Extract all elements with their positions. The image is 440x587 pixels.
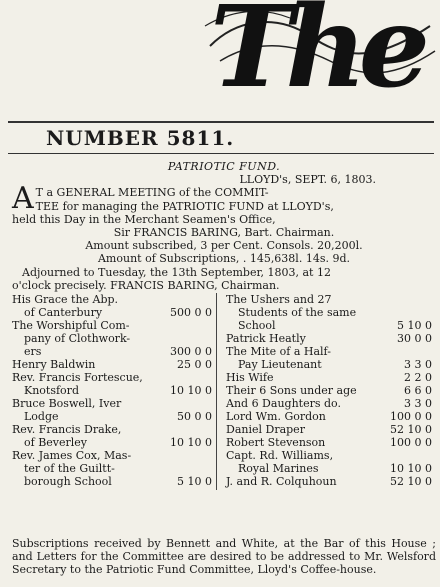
subscription-amount: 10 10 0 — [170, 384, 212, 398]
subscriber-name: Bruce Boswell, Iver — [12, 397, 122, 411]
top-rule — [8, 121, 434, 123]
article-lead — [12, 181, 436, 226]
amount-subscriptions: Amount of Subscriptions, . 145,638l. 14s. 9d. — [97, 252, 350, 266]
subscriber-name: School — [238, 319, 276, 333]
subscriber-entry — [226, 449, 436, 462]
subscriber-entry — [12, 306, 216, 319]
subscription-amount: 6 6 0 — [404, 384, 432, 398]
subscriber-name: The Worshipful Com- — [12, 319, 130, 333]
article-line: TEE for managing the PATRIOTIC FUND at LLOYD's, — [35, 199, 334, 213]
subscriber-entry — [226, 371, 436, 384]
subscription-amount: 10 10 0 — [390, 462, 432, 476]
chairman-line: Sir FRANCIS BARING, Bart. Chairman. — [113, 226, 335, 240]
subscriber-entry — [226, 345, 436, 358]
subscription-column-left — [12, 293, 217, 490]
subscriber-name: Robert Stevenson — [226, 436, 326, 450]
subscriber-entry — [12, 358, 216, 371]
number-rule — [8, 153, 434, 154]
subscriber-name: The Mite of a Half- — [226, 345, 331, 359]
subscriber-name: Lodge — [24, 410, 59, 424]
subscriber-entry — [226, 462, 436, 475]
subscription-amount: 100 0 0 — [390, 410, 432, 424]
subscriber-entry — [12, 397, 216, 410]
subscriber-entry — [12, 332, 216, 345]
subscriber-entry — [12, 410, 216, 423]
subscriber-name: Lord Wm. Gordon — [226, 410, 326, 424]
subscriber-name: ter of the Guiltt- — [24, 462, 115, 476]
subscriber-entry — [12, 345, 216, 358]
subscription-amount: 5 10 0 — [177, 475, 212, 489]
subscription-column-right — [226, 293, 436, 488]
footer-notice: Subscriptions received by Bennett and White, at the Bar of this House ; and Letters for the Committee are desired to be addressed to Mr. Welsford Secretary to the Patriotic Fund Committee, Lloyd's Coffee-house. — [12, 537, 436, 576]
subscriber-name: Daniel Draper — [226, 423, 305, 437]
amount-subscribed: Amount subscribed, 3 per Cent. Consols. 20,200l. — [85, 239, 363, 253]
subscriber-entry — [12, 423, 216, 436]
subscriber-name: Royal Marines — [238, 462, 319, 476]
subscription-amount: 25 0 0 — [177, 358, 212, 372]
subscriber-entry — [12, 462, 216, 475]
subscription-amount: 300 0 0 — [170, 345, 212, 359]
subscriber-entry — [226, 423, 436, 436]
subscriber-name: of Canterbury — [24, 306, 103, 320]
subscriber-entry — [12, 319, 216, 332]
subscriber-entry — [12, 449, 216, 462]
subscription-amount: 30 0 0 — [397, 332, 432, 346]
subscriber-name: Henry Baldwin — [12, 358, 96, 372]
subscriber-name: Rev. Francis Drake, — [12, 423, 122, 437]
subscriber-entry — [226, 293, 436, 306]
subscriber-name: ers — [24, 345, 42, 359]
masthead-title: The — [210, 0, 423, 113]
subscription-list — [12, 293, 436, 493]
subscriber-name: Capt. Rd. Williams, — [226, 449, 334, 463]
subscriber-name: Their 6 Sons under age — [226, 384, 357, 398]
subscriber-name: J. and R. Colquhoun — [226, 475, 337, 489]
subscriber-entry — [226, 475, 436, 488]
subscriber-name: Rev. Francis Fortescue, — [12, 371, 143, 385]
subscriber-name: Rev. James Cox, Mas- — [12, 449, 132, 463]
subscriber-entry — [12, 436, 216, 449]
article-heading: PATRIOTIC FUND. — [167, 160, 281, 173]
subscription-amount: 100 0 0 — [390, 436, 432, 450]
subscription-amount: 52 10 0 — [390, 475, 432, 489]
subscriber-entry — [226, 306, 436, 319]
subscriber-name: Knotsford — [24, 384, 79, 398]
signature-line: o'clock precisely. FRANCIS BARING, Chairman. — [12, 278, 280, 292]
subscriber-name: His Wife — [226, 371, 274, 385]
subscriber-entry — [12, 475, 216, 488]
subscriber-entry — [226, 397, 436, 410]
subscription-amount: 50 0 0 — [177, 410, 212, 424]
subscriber-entry — [226, 436, 436, 449]
subscriber-entry — [226, 358, 436, 371]
subscription-amount: 10 10 0 — [170, 436, 212, 450]
subscription-amount: 52 10 0 — [390, 423, 432, 437]
subscriber-entry — [226, 410, 436, 423]
issue-number: NUMBER 5811. — [46, 126, 235, 150]
subscriber-entry — [226, 332, 436, 345]
subscriber-entry — [226, 319, 436, 332]
subscriber-name: Patrick Heatly — [226, 332, 306, 346]
article-line: T a GENERAL MEETING of the COMMIT- — [35, 186, 269, 200]
subscriber-name: And 6 Daughters do. — [226, 397, 341, 411]
subscriber-entry — [226, 384, 436, 397]
dateline: LLOYD's, SEPT. 6, 1803. — [239, 173, 376, 187]
subscriber-name: pany of Clothwork- — [24, 332, 131, 346]
subscription-amount: 500 0 0 — [170, 306, 212, 320]
subscriber-name: borough School — [24, 475, 112, 489]
subscription-amount: 3 3 0 — [404, 358, 432, 372]
subscriber-entry — [12, 293, 216, 306]
subscription-amount: 2 2 0 — [404, 371, 432, 385]
subscription-amount: 5 10 0 — [397, 319, 432, 333]
drop-cap: A — [12, 181, 34, 217]
subscriber-name: His Grace the Abp. — [12, 293, 119, 307]
subscriber-name: of Beverley — [24, 436, 88, 450]
subscription-amount: 3 3 0 — [404, 397, 432, 411]
masthead — [0, 0, 440, 128]
subscriber-name: Pay Lieutenant — [238, 358, 322, 372]
subscriber-name: The Ushers and 27 — [226, 293, 332, 307]
subscriber-entry — [12, 384, 216, 397]
subscriber-name: Students of the same — [238, 306, 357, 320]
article — [12, 160, 436, 493]
subscriber-entry — [12, 371, 216, 384]
adjourned-line: Adjourned to Tuesday, the 13th September, 1803, at 12 — [22, 265, 331, 279]
article-line: held this Day in the Merchant Seamen's Office, — [12, 212, 276, 226]
